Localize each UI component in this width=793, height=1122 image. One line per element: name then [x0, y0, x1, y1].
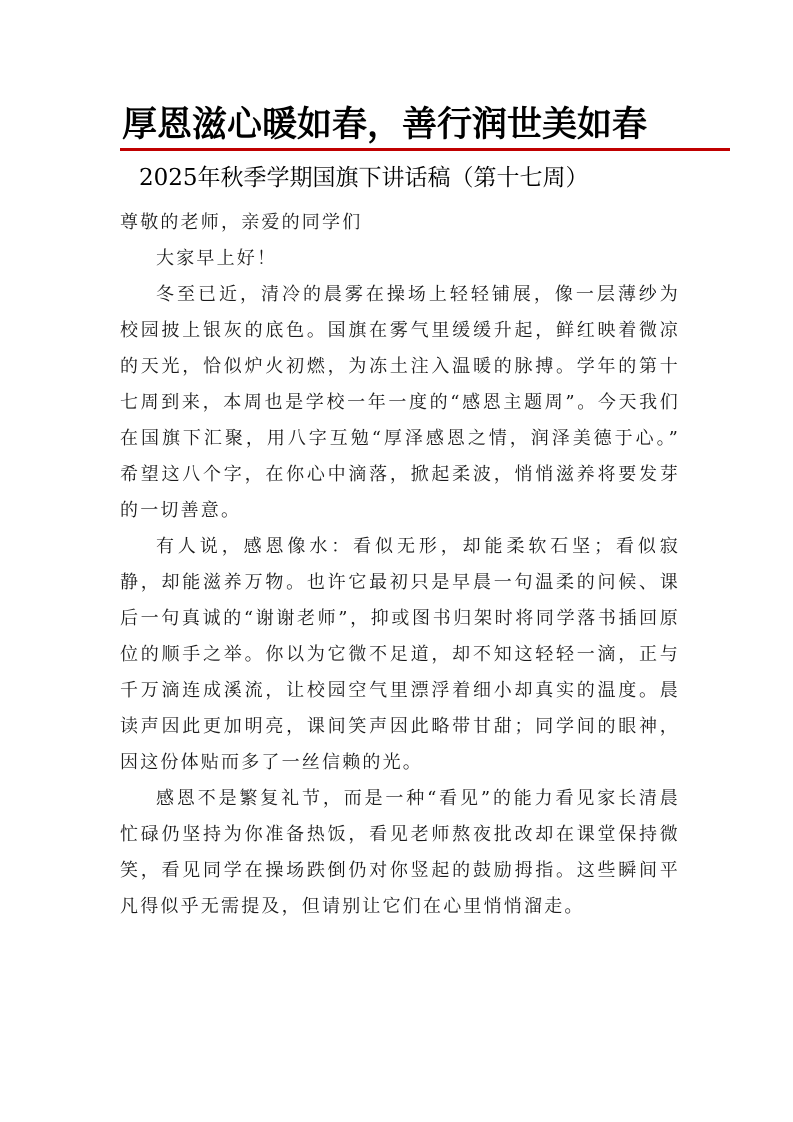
greeting: 大家早上好！	[156, 248, 278, 269]
paragraph-1: 冬至已近，清冷的晨雾在操场上轻轻铺展，像一层薄纱为校园披上银灰的底色。国旗在雾气里缓缓升起，鲜红映着微凉的天光，恰似炉火初燃，为冻土注入温暖的脉搏。学年的第十七周到来，本周也是学校一年一度的“感恩主题周”。今天我们在国旗下汇聚，用八字互勉“厚泽感恩之情，润泽美德于心。” 希望这八个字，在你心中滴落，掀起柔波，悄悄滋养将要发芽的一切善意。	[120, 284, 680, 521]
salutation: 尊敬的老师，亲爱的同学们	[120, 212, 363, 233]
speech-body	[120, 205, 680, 925]
paragraph-2: 有人说，感恩像水：看似无形，却能柔软石坚；看似寂静，却能滋养万物。也许它最初只是早晨一句温柔的问候、课后一句真诚的“谢谢老师”，抑或图书归架时将同学落书插回原位的顺手之举。你以为它微不足道，却不知这轻轻一滴，正与千万滴连成溪流，让校园空气里漂浮着细小却真实的温度。晨读声因此更加明亮，课间笑声因此略带甘甜；同学间的眼神，因这份体贴而多了一丝信赖的光。	[120, 536, 680, 773]
page-title: 厚恩滋心暖如春，善行润世美如春	[122, 104, 648, 145]
page-subtitle: 2025年秋季学期国旗下讲话稿（第十七周）	[139, 165, 589, 191]
paragraph-3: 感恩不是繁复礼节，而是一种“看见”的能力看见家长清晨忙碌仍坚持为你准备热饭，看见老师熬夜批改却在课堂保持微笑，看见同学在操场跌倒仍对你竖起的鼓励拇指。这些瞬间平凡得似乎无需提及，但请别让它们在心里悄悄溜走。	[120, 788, 680, 917]
title-underline	[120, 148, 730, 151]
